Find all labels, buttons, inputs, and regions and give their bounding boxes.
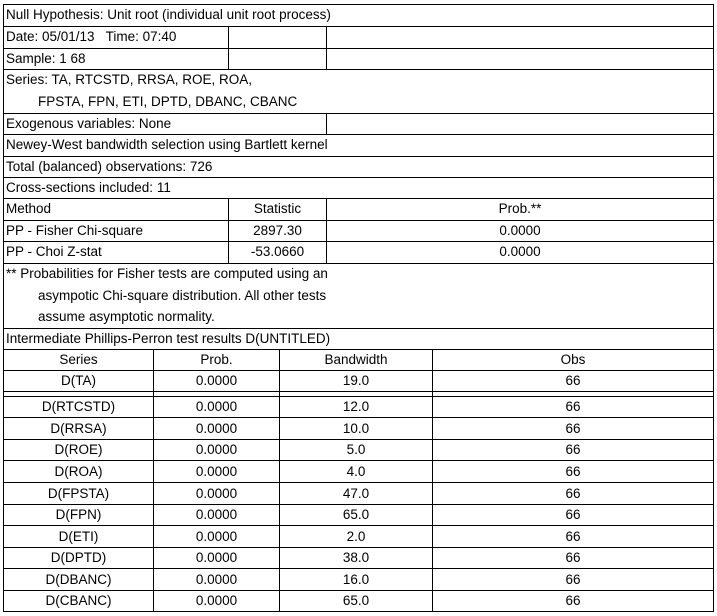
rule <box>3 48 714 49</box>
series-list-continued-text: FPSTA, FPN, ETI, DPTD, DBANC, CBANC <box>38 94 298 109</box>
prob-cell: 0.0000 <box>195 593 238 608</box>
summary-prob-cell: 0.0000 <box>499 244 541 259</box>
rule <box>326 113 327 135</box>
rule <box>3 611 714 612</box>
probability-note-line: asympotic Chi-square distribution. All other tests <box>38 288 327 303</box>
bandwidth-cell: 10.0 <box>342 421 370 436</box>
bandwidth-selection-text: Newey-West bandwidth selection using Bartlett kernel <box>6 137 328 152</box>
obs-cell: 66 <box>565 572 581 587</box>
series-cell: D(RTCSTD) <box>41 399 116 414</box>
bandwidth-cell: 47.0 <box>342 486 370 501</box>
rule <box>3 482 714 483</box>
series-cell: D(TA) <box>61 373 96 388</box>
prob-cell: 0.0000 <box>195 373 238 388</box>
rule <box>3 460 714 461</box>
intermediate-header-obs: Obs <box>560 352 586 367</box>
obs-cell: 66 <box>565 486 581 501</box>
obs-cell: 66 <box>565 464 581 479</box>
bandwidth-cell: 65.0 <box>342 507 370 522</box>
obs-cell: 66 <box>565 399 581 414</box>
prob-cell: 0.0000 <box>195 442 238 457</box>
prob-cell: 0.0000 <box>195 507 238 522</box>
series-cell: D(FPSTA) <box>47 486 110 501</box>
summary-header-method: Method <box>6 201 52 216</box>
probability-note-line: ** Probabilities for Fisher tests are computed using an <box>6 266 328 281</box>
rule <box>713 4 714 612</box>
prob-cell: 0.0000 <box>195 550 238 565</box>
intermediate-header-series: Series <box>59 352 98 367</box>
bandwidth-cell: 4.0 <box>346 464 366 479</box>
bandwidth-cell: 16.0 <box>342 572 370 587</box>
summary-method-cell: PP - Fisher Chi-square <box>6 223 144 238</box>
series-cell: D(ETI) <box>58 529 99 544</box>
sample-text: Sample: 1 68 <box>6 51 86 66</box>
date-time-text: Date: 05/01/13 Time: 07:40 <box>6 29 177 44</box>
obs-cell: 66 <box>565 442 581 457</box>
bandwidth-cell: 19.0 <box>342 373 370 388</box>
series-list-text: Series: TA, RTCSTD, RRSA, ROE, ROA, <box>6 72 253 87</box>
summary-statistic-cell: -53.0660 <box>250 244 305 259</box>
series-cell: D(DPTD) <box>50 550 107 565</box>
cross-sections-text: Cross-sections included: 11 <box>6 180 171 195</box>
summary-statistic-cell: 2897.30 <box>253 223 302 238</box>
summary-header-prob: Prob.** <box>498 201 542 216</box>
probability-note-line: assume asymptotic normality. <box>38 309 215 324</box>
bandwidth-cell: 65.0 <box>342 593 370 608</box>
prob-cell: 0.0000 <box>195 421 238 436</box>
series-cell: D(ROA) <box>54 464 103 479</box>
series-cell: D(RRSA) <box>50 421 107 436</box>
rule <box>3 417 714 418</box>
prob-cell: 0.0000 <box>195 529 238 544</box>
rule <box>3 391 714 392</box>
prob-cell: 0.0000 <box>195 572 238 587</box>
prob-cell: 0.0000 <box>195 486 238 501</box>
series-cell: D(ROE) <box>54 442 103 457</box>
bandwidth-cell: 2.0 <box>346 529 366 544</box>
obs-cell: 66 <box>565 550 581 565</box>
exogenous-variables-text: Exogenous variables: None <box>6 116 172 131</box>
obs-cell: 66 <box>565 421 581 436</box>
summary-method-cell: PP - Choi Z-stat <box>6 244 102 259</box>
bandwidth-cell: 38.0 <box>342 550 370 565</box>
intermediate-header-prob: Prob. <box>200 352 233 367</box>
series-cell: D(FPN) <box>55 507 102 522</box>
prob-cell: 0.0000 <box>195 399 238 414</box>
obs-cell: 66 <box>565 593 581 608</box>
summary-prob-cell: 0.0000 <box>499 223 541 238</box>
intermediate-header-bandwidth: Bandwidth <box>324 352 388 367</box>
observations-text: Total (balanced) observations: 726 <box>6 159 213 174</box>
summary-header-statistic: Statistic <box>253 201 302 216</box>
series-cell: D(CBANC) <box>45 593 112 608</box>
rule <box>3 568 714 569</box>
obs-cell: 66 <box>565 373 581 388</box>
rule <box>3 525 714 526</box>
prob-cell: 0.0000 <box>195 464 238 479</box>
bandwidth-cell: 5.0 <box>346 442 366 457</box>
null-hypothesis-text: Null Hypothesis: Unit root (individual unit root process) <box>6 7 331 22</box>
series-cell: D(DBANC) <box>45 572 112 587</box>
rule <box>228 26 229 70</box>
obs-cell: 66 <box>565 507 581 522</box>
intermediate-title: Intermediate Phillips-Perron test results D(UNTITLED) <box>6 331 331 346</box>
rule <box>326 26 327 70</box>
bandwidth-cell: 12.0 <box>342 399 370 414</box>
obs-cell: 66 <box>565 529 581 544</box>
